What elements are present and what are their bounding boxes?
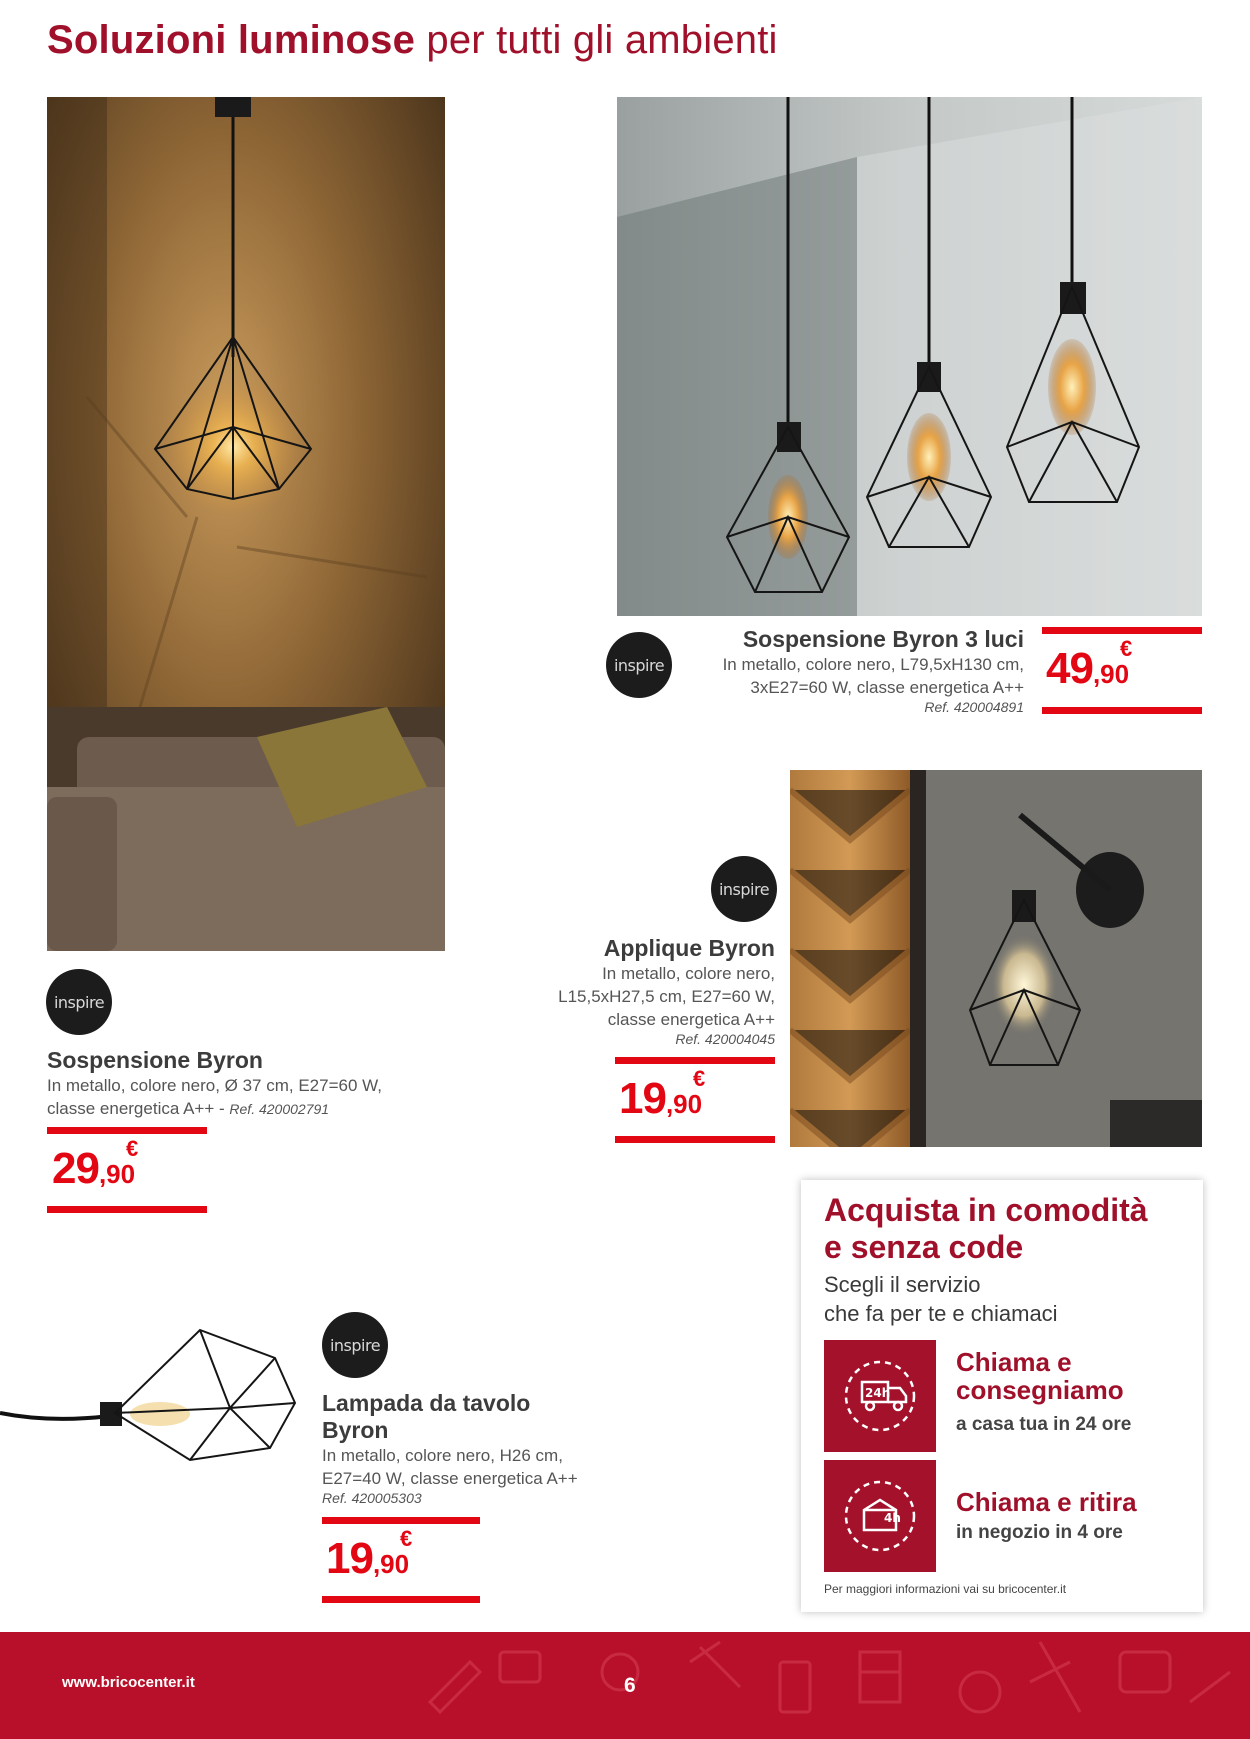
product-photo-sospensione-byron-3-luci [617, 97, 1202, 616]
footer-url[interactable]: www.bricocenter.it [62, 1674, 195, 1691]
service-subtitle: in negozio in 4 ore [956, 1522, 1123, 1543]
product-description: In metallo, colore nero, H26 cm, [322, 1446, 563, 1465]
svg-text:24h: 24h [865, 1386, 891, 1400]
price-integer: 19 [619, 1074, 666, 1123]
promo-box [801, 1180, 1203, 1612]
product-description: classe energetica A++ - Ref. 420002791 [47, 1099, 330, 1118]
price-bar-bottom [615, 1136, 775, 1143]
inspire-brand-logo: inspire [46, 969, 112, 1035]
service-title: Chiama e consegniamo [956, 1347, 1124, 1405]
product-description: classe energetica A++ [607, 1010, 775, 1029]
price-currency: € [693, 1066, 706, 1091]
product-applique-byron [480, 935, 775, 1047]
product-ref: Ref. 420002791 [229, 1101, 330, 1117]
promo-footnote: Per maggiori informazioni vai su bricocenter.it [824, 1582, 1067, 1596]
product-photo-sospensione-byron [47, 97, 445, 951]
product-description: In metallo, colore nero, Ø 37 cm, E27=60 W, [47, 1076, 382, 1095]
product-description: 3xE27=60 W, classe energetica A++ [750, 678, 1024, 697]
product-price [1046, 636, 1133, 694]
service-title: Chiama e ritira [956, 1487, 1137, 1517]
price-integer: 29 [52, 1144, 99, 1193]
price-bar-top [322, 1517, 480, 1524]
product-price [52, 1136, 139, 1194]
inspire-brand-logo: inspire [606, 632, 672, 698]
price-bar-top [615, 1057, 775, 1064]
price-currency: € [400, 1526, 413, 1551]
price-currency: € [126, 1136, 139, 1161]
product-sospensione-byron-3-luci [620, 626, 1024, 715]
footer-bar [0, 1632, 1250, 1739]
price-decimal: ,90 [665, 1089, 703, 1119]
service-subtitle: a casa tua in 24 ore [956, 1414, 1132, 1435]
price-bar-bottom [1042, 707, 1202, 714]
promo-subtitle: Scegli il servizio che fa per te e chiamaci [824, 1272, 1058, 1326]
page-number: 6 [624, 1674, 636, 1697]
product-name: Byron [322, 1417, 389, 1443]
product-description: In metallo, colore nero, L79,5xH130 cm, [722, 655, 1024, 674]
product-name: Sospensione Byron 3 luci [742, 626, 1024, 652]
price-bar-top [1042, 627, 1202, 634]
page-title-light: per tutti gli ambienti [426, 18, 778, 62]
price-decimal: ,90 [98, 1159, 136, 1189]
product-sospensione-byron [47, 1047, 467, 1121]
product-description: In metallo, colore nero, [602, 964, 775, 983]
product-photo-applique-byron [790, 770, 1202, 1147]
delivery-truck-24h-icon [824, 1340, 936, 1452]
product-name: Lampada da tavolo [322, 1390, 531, 1416]
product-ref: Ref. 420004891 [924, 699, 1024, 715]
promo-title: Acquista in comodità e senza code [824, 1192, 1148, 1265]
store-pickup-4h-icon [824, 1460, 936, 1572]
price-integer: 49 [1046, 644, 1093, 693]
price-decimal: ,90 [372, 1549, 410, 1579]
price-bar-bottom [322, 1596, 480, 1603]
inspire-brand-logo: inspire [322, 1312, 388, 1378]
price-bar-bottom [47, 1206, 207, 1213]
inspire-brand-logo: inspire [711, 856, 777, 922]
page-title-bold: Soluzioni luminose [47, 18, 416, 62]
product-description: L15,5xH27,5 cm, E27=60 W, [558, 987, 775, 1006]
product-ref: Ref. 420004045 [675, 1031, 775, 1047]
product-name: Sospensione Byron [47, 1047, 263, 1073]
product-lampada-da-tavolo-byron [322, 1390, 622, 1506]
price-integer: 19 [326, 1534, 373, 1583]
product-name: Applique Byron [603, 935, 775, 961]
product-price [619, 1066, 706, 1124]
page-title [47, 18, 778, 63]
product-ref: Ref. 420005303 [322, 1490, 422, 1506]
product-price [326, 1526, 413, 1584]
product-photo-lampada-da-tavolo-byron [0, 1318, 300, 1468]
price-currency: € [1120, 636, 1133, 661]
product-description: E27=40 W, classe energetica A++ [322, 1469, 578, 1488]
price-bar-top [47, 1127, 207, 1134]
price-decimal: ,90 [1092, 659, 1130, 689]
svg-text:4h: 4h [884, 1511, 901, 1525]
